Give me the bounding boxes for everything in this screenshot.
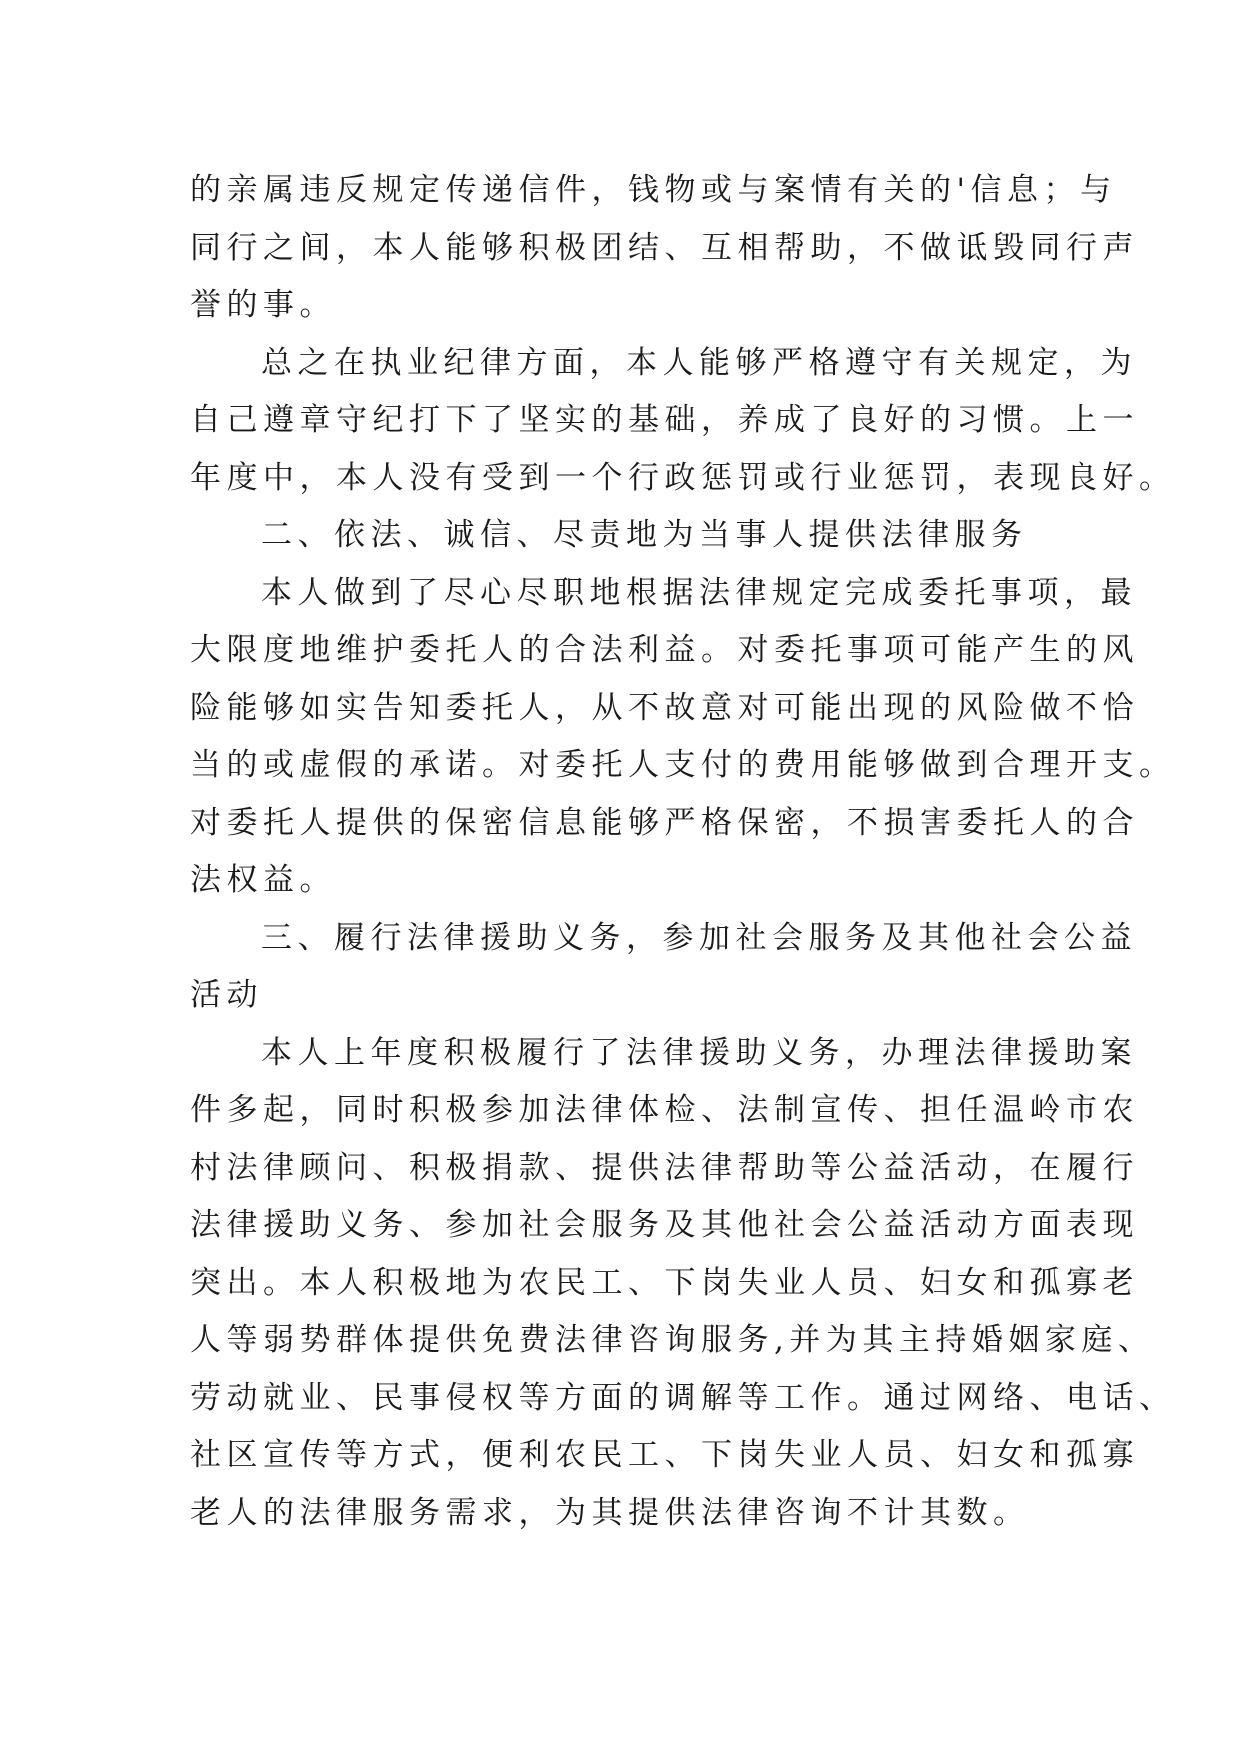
text-line-1: 的亲属违反规定传递信件，钱物或与案情有关的'信息；与 <box>190 172 1117 208</box>
section-heading-3: 三、履行法律援助义务，参加社会服务及其他社会公益 <box>261 919 1137 956</box>
text-line-13: 法权益。 <box>190 862 336 898</box>
text-line-17: 件多起，同时积极参加法律体检、法制宣传、担任温岭市农 <box>190 1092 1139 1128</box>
text-line-16: 本人上年度积极履行了法律援助义务，办理法律援助案 <box>261 1034 1137 1071</box>
text-line-21: 人等弱势群体提供免费法律咨询服务,并为其主持婚姻家庭、 <box>190 1322 1155 1358</box>
text-line-5: 自己遵章守纪打下了坚实的基础，养成了良好的习惯。上一 <box>190 402 1139 438</box>
text-line-11: 当的或虚假的承诺。对委托人支付的费用能够做到合理开支。 <box>190 747 1176 783</box>
section-heading-3-cont: 活动 <box>190 977 263 1013</box>
text-line-12: 对委托人提供的保密信息能够严格保密，不损害委托人的合 <box>190 804 1139 841</box>
text-line-20: 突出。本人积极地为农民工、下岗失业人员、妇女和孤寡老 <box>190 1264 1139 1301</box>
section-heading-2: 二、依法、诚信、尽责地为当事人提供法律服务 <box>261 517 1028 553</box>
text-line-2: 同行之间，本人能够积极团结、互相帮助，不做诋毁同行声 <box>190 229 1139 266</box>
text-line-10: 险能够如实告知委托人，从不故意对可能出现的风险做不恰 <box>190 689 1139 726</box>
text-line-6: 年度中，本人没有受到一个行政惩罚或行业惩罚，表现良好。 <box>190 459 1176 496</box>
text-line-23: 社区宣传等方式，便利农民工、下岗失业人员、妇女和孤寡 <box>190 1437 1139 1473</box>
text-line-18: 村法律顾问、积极捐款、提供法律帮助等公益活动，在履行 <box>190 1149 1139 1186</box>
text-line-22: 劳动就业、民事侵权等方面的调解等工作。通过网络、电话、 <box>190 1379 1176 1416</box>
text-line-19: 法律援助义务、参加社会服务及其他社会公益活动方面表现 <box>190 1207 1139 1243</box>
text-line-24: 老人的法律服务需求，为其提供法律咨询不计其数。 <box>190 1494 1030 1531</box>
text-line-4: 总之在执业纪律方面，本人能够严格遵守有关规定，为 <box>261 344 1137 381</box>
text-line-3: 誉的事。 <box>190 287 336 323</box>
document-body <box>190 162 1176 1542</box>
text-line-9: 大限度地维护委托人的合法利益。对委托事项可能产生的风 <box>190 632 1139 668</box>
text-line-8: 本人做到了尽心尽职地根据法律规定完成委托事项，最 <box>261 574 1137 611</box>
